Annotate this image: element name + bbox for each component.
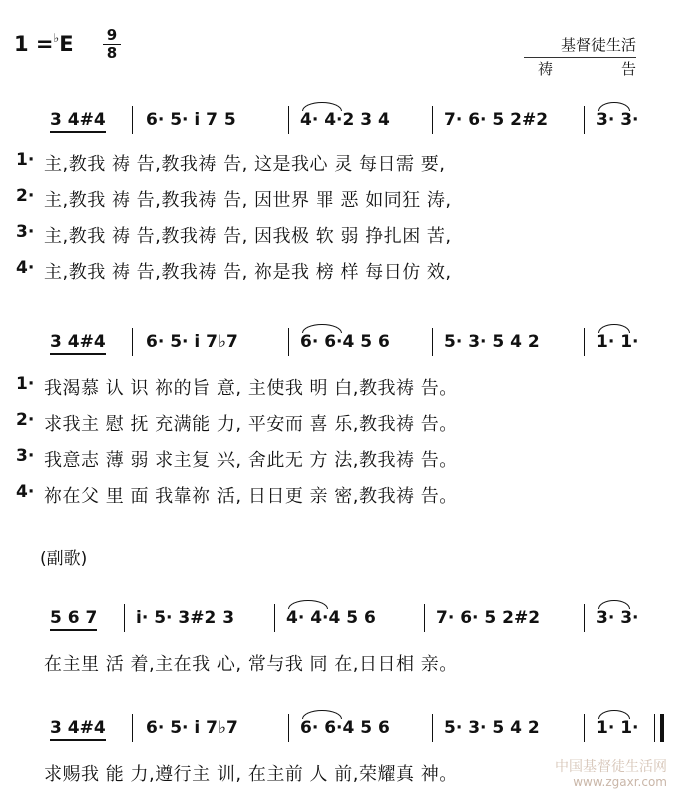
notation-row (0, 110, 673, 136)
lyric-line: 2· 主,教我 祷 告,教我祷 告, 因世界 罪 恶 如同狂 涛, (16, 186, 452, 211)
measure: 3· 3· (596, 110, 639, 130)
lyric-line: 1· 我渴慕 认 识 祢的旨 意, 主使我 明 白,教我祷 告。 (16, 374, 458, 399)
measure: 5 6 7 (50, 608, 97, 631)
lyric-line: 4· 祢在父 里 面 我靠祢 活, 日日更 亲 密,教我祷 告。 (16, 482, 458, 507)
lyric-line: 求赐我 能 力,遵行主 训, 在主前 人 前,荣耀真 神。 (44, 764, 458, 785)
final-barline (654, 714, 664, 742)
lyric-line: 3· 主,教我 祷 告,教我祷 告, 因我极 软 弱 挣扎困 苦, (16, 222, 452, 247)
time-signature: 9 8 (103, 28, 121, 61)
measure: 6· 5· i 7♭7 (146, 718, 238, 738)
measure: 7· 6· 5 2#2 (444, 110, 549, 130)
lyric-line: 1· 主,教我 祷 告,教我祷 告, 这是我心 灵 每日需 要, (16, 150, 446, 175)
lyric-line: 4· 主,教我 祷 告,教我祷 告, 祢是我 榜 样 每日仿 效, (16, 258, 452, 283)
measure: 3 4#4 (50, 332, 106, 355)
notation-row (0, 332, 673, 358)
measure: 6· 6·4 5 6 (300, 718, 390, 738)
notation-row (0, 608, 673, 634)
measure: 5· 3· 5 4 2 (444, 332, 540, 352)
measure: 3· 3· (596, 608, 639, 628)
notation-row (0, 718, 673, 744)
measure: 4· 4·4 5 6 (286, 608, 376, 628)
watermark: 中国基督徒生活网 www.zgaxr.com (555, 759, 667, 789)
measure: 3 4#4 (50, 718, 106, 741)
chorus-label: (副歌) (40, 549, 88, 569)
measure: 5· 3· 5 4 2 (444, 718, 540, 738)
measure: 7· 6· 5 2#2 (436, 608, 541, 628)
measure: 1· 1· (596, 332, 639, 352)
lyric-line: 3· 我意志 薄 弱 求主复 兴, 舍此无 方 法,教我祷 告。 (16, 446, 458, 471)
measure: 6· 5· i 7 5 (146, 110, 236, 130)
key-signature: 1 =♭E (14, 31, 74, 56)
hymn-category: 基督徒生活 (560, 36, 636, 54)
hymn-title: 祷 告 (538, 60, 636, 78)
measure: 6· 5· i 7♭7 (146, 332, 238, 352)
measure: 3 4#4 (50, 110, 106, 133)
measure: 4· 4·2 3 4 (300, 110, 390, 130)
measure: 6· 6·4 5 6 (300, 332, 390, 352)
lyric-line: 2· 求我主 慰 抚 充满能 力, 平安而 喜 乐,教我祷 告。 (16, 410, 458, 435)
lyric-line: 在主里 活 着,主在我 心, 常与我 同 在,日日相 亲。 (44, 654, 458, 675)
measure: 1· 1· (596, 718, 639, 738)
measure: i· 5· 3#2 3 (136, 608, 235, 628)
